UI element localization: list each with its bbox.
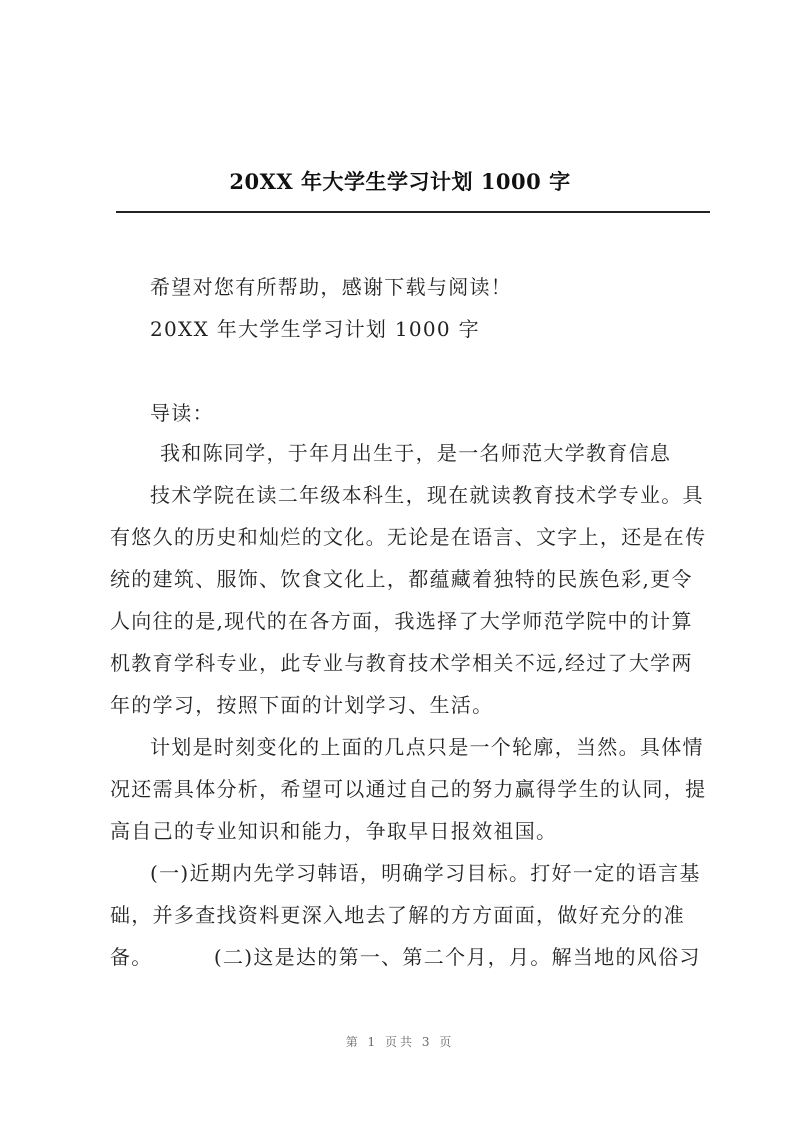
paragraph-line: 统的建筑、服饰、饮食文化上，都蕴藏着独特的民族色彩,更令 — [110, 567, 693, 591]
guide-label: 导读： — [150, 401, 214, 425]
paragraph-line: 备。 (二)这是达的第一、第二个月，月。解当地的风俗习 — [110, 945, 701, 969]
paragraph-line: (一)近期内先学习韩语，明确学习目标。打好一定的语言基 — [150, 861, 701, 885]
paragraph-line: 础，并多查找资料更深入地去了解的方方面面，做好充分的准 — [110, 903, 686, 927]
paragraph-line: 人向往的是,现代的在各方面，我选择了大学师范学院中的计算 — [110, 609, 693, 633]
paragraph-line: 况还需具体分析，希望可以通过自己的努力赢得学生的认同，提 — [110, 777, 707, 801]
paragraph-line: 高自己的专业知识和能力，争取早日报效祖国。 — [110, 819, 558, 843]
paragraph-line: 技术学院在读二年级本科生，现在就读教育技术学专业。具 — [150, 483, 704, 507]
paragraph-line: 机教育学科专业，此专业与教育技术学相关不远,经过了大学两 — [110, 651, 693, 675]
paragraph-line: 年的学习，按照下面的计划学习、生活。 — [110, 693, 494, 717]
page-title: 20XX 年大学生学习计划 1000 字 — [229, 169, 571, 194]
paragraph-line: 计划是时刻变化的上面的几点只是一个轮廓，当然。具体情 — [150, 735, 704, 759]
intro-line: 20XX 年大学生学习计划 1000 字 — [150, 317, 480, 341]
paragraph-line: 我和陈同学，于年月出生于，是一名师范大学教育信息 — [160, 441, 672, 465]
page-footer: 第 1 页共 3 页 — [345, 1035, 455, 1049]
intro-line: 希望对您有所帮助，感谢下载与阅读！ — [150, 275, 513, 299]
title-divider — [116, 211, 710, 213]
paragraph-line: 有悠久的历史和灿烂的文化。无论是在语言、文字上，还是在传 — [110, 525, 707, 549]
